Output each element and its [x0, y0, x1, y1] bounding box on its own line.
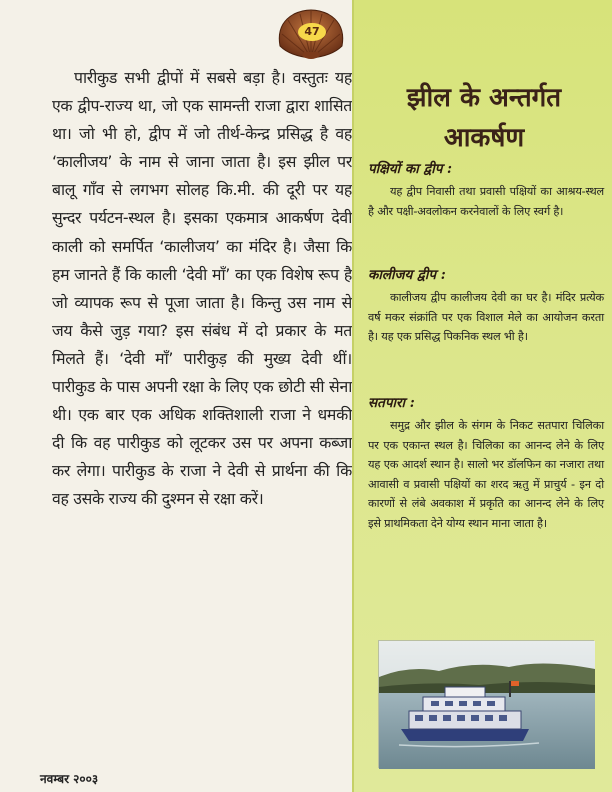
section-body: समुद्र और झील के संगम के निकट सतपारा चिलिका पर एक एकान्त स्थल है। चिलिका का आनन्द लेने के लिए यह एक आदर्श स्थान है। सालो भर डॉलफिन का नजारा तथा आवासी व प्रवासी पक्षियों का शरद ऋतु में प्राचुर्य - इन दो कारणों से लंबे अवकाश में प्रकृति का आनन्द लेने के लिए इसे प्राथमिकता देने योग्य स्थान माना जाता है।	[368, 419, 604, 530]
section-body: कालीजय द्वीप कालीजय देवी का घर है। मंदिर प्रत्येक वर्ष मकर संक्रांति पर एक विशाल मेले का आयोजन करता है। यह एक प्रसिद्ध पिकनिक स्थल भी है।	[368, 291, 604, 344]
section-body: यह द्वीप निवासी तथा प्रवासी पक्षियों का आश्रय-स्थल है और पक्षी-अवलोकन करनेवालों के लिए स्वर्ग है।	[368, 185, 604, 218]
article-body: पारीकुड सभी द्वीपों में सबसे बड़ा है। वस्तुतः यह एक द्वीप-राज्य था, जो एक सामन्ती राजा द्वारा शासित था। जो भी हो, द्वीप में जो तीर्थ-केन्द्र प्रसिद्ध है वह ‘कालीजय’ के नाम से जाना जाता है। इस झील पर बालू गाँव से लगभग सोलह कि.मी. की दूरी पर यह सुन्दर पर्यटन-स्थल है। इसका एकमात्र आकर्षण देवी काली को समर्पित ‘कालीजय’ का मंदिर है। जैसा कि हम जानते हैं कि काली ‘देवी माँ’ का एक विशेष रूप है जो व्यापक रूप से पूजा जाता है। किन्तु उस नाम से जय कैसे जुड़ गया? इस संबंध में दो प्रकार के मत मिलते हैं। ‘देवी माँ’ पारीकुड़ की मुख्य देवी थीं। पारीकुड के पास अपनी रक्षा के लिए एक छोटी सी सेना थी। एक बार एक अधिक शक्तिशाली राजा ने धमकी दी कि वह पारीकुड को लूटकर उस पर अपना कब्जा कर लेगा। पारीकुड के राजा ने देवी से प्रार्थना की कि वह उसके राज्य की दुश्मन से रक्षा करें।	[52, 68, 352, 509]
issue-date: नवम्बर २००३	[40, 772, 99, 786]
page-number: 47	[298, 23, 326, 41]
page-number-shell	[272, 6, 350, 62]
panel-title	[364, 78, 604, 158]
section-bird-island	[368, 160, 604, 221]
section-heading: कालीजय द्वीप :	[368, 267, 446, 283]
section-satpara	[368, 394, 604, 534]
section-kalijai-island	[368, 266, 604, 347]
panel-title-line2: आकर्षण	[443, 123, 525, 153]
section-heading: सतपारा :	[368, 395, 415, 411]
panel-title-line1: झील के अन्तर्गत	[406, 83, 562, 113]
section-heading: पक्षियों का द्वीप :	[368, 161, 453, 177]
boat-photo	[378, 640, 594, 768]
